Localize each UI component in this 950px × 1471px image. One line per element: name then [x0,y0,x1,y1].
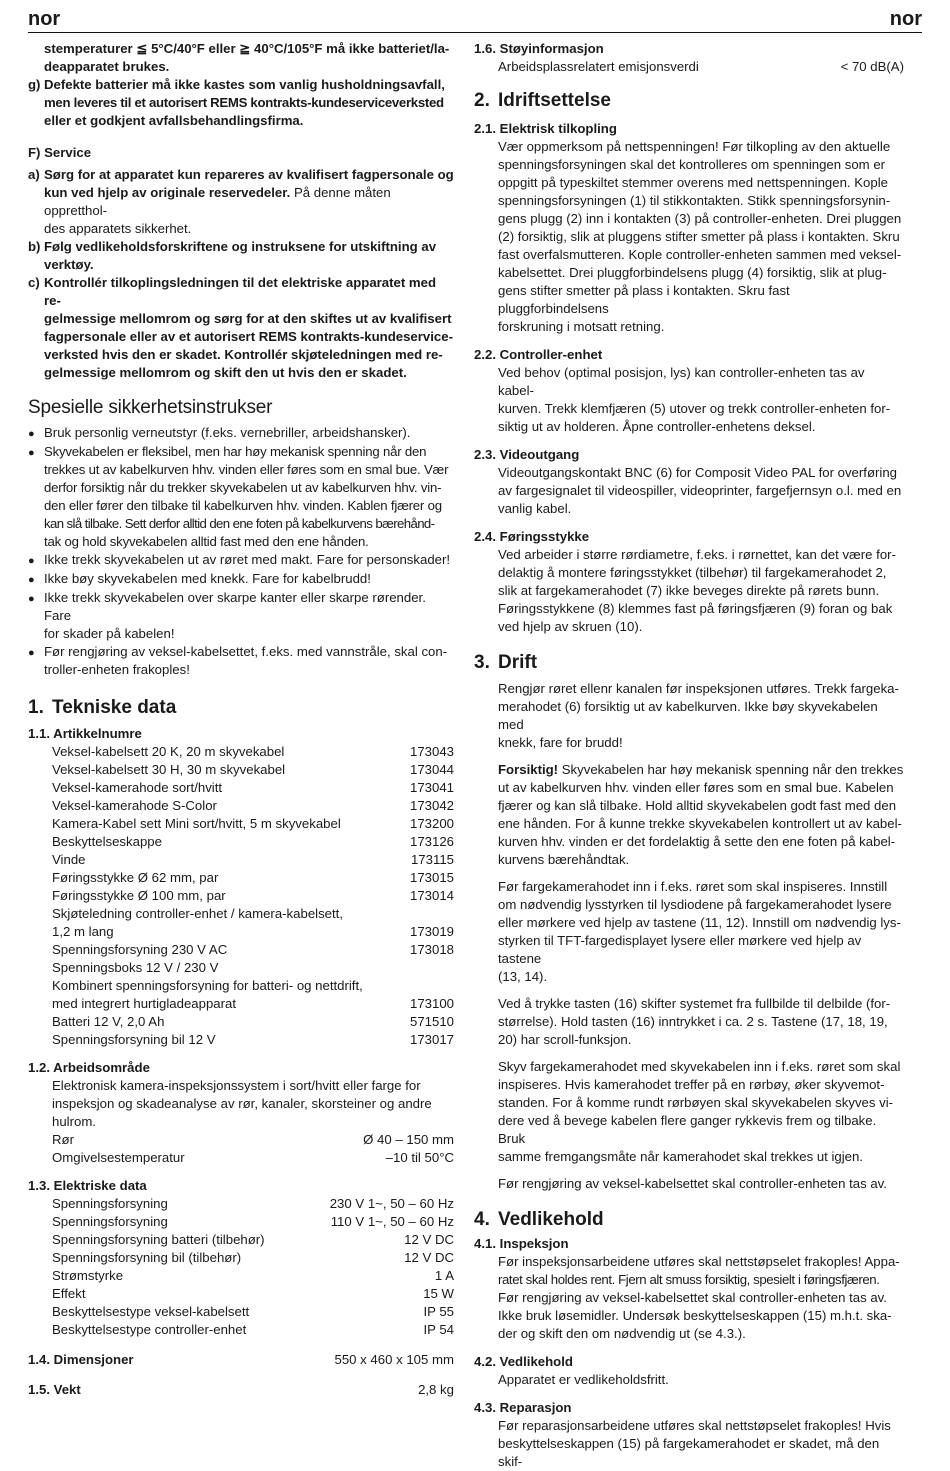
section-number: 3. [474,652,490,673]
bullet-icon [28,570,44,589]
bullet-icon [28,643,44,679]
row-value: 1 A [434,1268,454,1283]
spec-value: 550 x 460 x 105 mm [334,1352,454,1367]
text-line: inspiseres. Hvis kamerahodet treffer på en rørbøy, øker skyvemot- [498,1077,885,1092]
service-heading: F) Service [28,145,92,160]
service-item-c [28,274,454,382]
text-line: Før inspeksjonsarbeidene utføres skal nettstøpselet frakoples! Appa- [498,1254,900,1269]
text-line: inspeksjon og skadeanalyse av rør, kanaler, skorsteiner og andre [52,1096,432,1111]
text-line: verksted hvis den er skadet. Kontrollér skjøteledningen med re- [44,347,443,362]
row-value: IP 54 [423,1322,454,1337]
text-line: Rengjør røret ellenr kanalen før inspeksjonen utføres. Trekk fargeka- [498,681,899,696]
spec-row [28,1131,454,1149]
text-line: men leveres til et autorisert REMS kontrakts-kundeserviceverksted [44,95,444,110]
article-row [28,797,454,815]
text-line: Sørg for at apparatet kun repareres av kvalifisert fagpersonale og [44,167,454,182]
article-row [28,869,454,887]
text-line: Defekte batterier må ikke kastes som vanlig husholdningsavfall, [44,77,445,92]
text-line: Skyvekabelen er fleksibel, men har høy mekanisk spenning når den [44,444,427,459]
text-line: Kontrollér tilkoplingsledningen til det elektriske apparatet med re- [44,275,437,308]
guide-piece-heading: 2.4. Føringsstykke [474,529,590,544]
row-label: Strømstyrke [52,1268,124,1283]
text-line: delaktig å montere føringsstykket (tilbehør) til fargekamerahodet 2, [498,565,887,580]
text-line: dere ved å bevege kabelen flere ganger rykkevis frem og tilbake. Bruk [498,1113,877,1146]
section-number: 4. [474,1209,490,1230]
text-line: eller mørkere ved hjelp av tastene (11, 12). Innstill om nødvendig lys- [498,915,901,930]
row-label: med integrert hurtigladeapparat [52,996,237,1011]
row-label: Føringsstykke Ø 62 mm, par [52,870,219,885]
text-line: Ikke trekk skyvekabelen over skarpe kanter eller skarpe rørender. Fare [44,590,426,623]
operation-paragraph-3 [474,878,904,986]
row-value: 173018 [409,942,454,957]
work-area-heading: 1.2. Arbeidsområde [28,1060,150,1075]
section-number: 2. [474,90,490,111]
row-value: IP 55 [423,1304,454,1319]
text-line: ut av kabelkurven hhv. vinden eller føres som en smal bue. Kabelen [498,780,894,795]
special-safety-heading: Spesielle sikkerhetsinstrukser [28,397,273,418]
text-line: forskruning i motsatt retning. [498,319,665,334]
row-label: Føringsstykke Ø 100 mm, par [52,888,226,903]
article-row [28,923,454,941]
bullet-icon [28,424,44,443]
text-line: gens plugg (2) inn i kontakten (3) på controller-enheten. Drei pluggen [498,211,902,226]
bullet-icon [28,589,44,643]
item-marker: b) [28,239,41,254]
article-row [28,959,454,977]
row-label: Spenningsforsyning bil (tilbehør) [52,1250,242,1265]
text-line: siktig ut av holderen. Åpne controller-enhetens deksel. [498,419,816,434]
article-row [28,887,454,905]
text-line: Skyvekabelen har høy mekanisk spenning når den trekkes [558,762,904,777]
special-safety-list [28,424,454,679]
section-title: Drift [498,652,538,673]
text-line: Før rengjøring av veksel-kabelsettet, f.eks. med vannstråle, skal con- [44,644,448,659]
bullet-item [28,424,454,443]
dimensions-row [28,1351,454,1369]
row-label: Beskyttelsestype controller-enhet [52,1322,247,1337]
row-value: 173043 [409,744,454,759]
row-value: 173015 [409,870,454,885]
maintenance-heading [474,1207,904,1233]
row-value: 110 V 1~, 50 – 60 Hz [330,1214,454,1229]
text-line: spenningsforsyningen (1) til stikkontakten. Stikk spenningsforsynin- [498,193,891,208]
row-label: Veksel-kabelsett 30 H, 30 m skyvekabel [52,762,286,777]
row-value: 12 V DC [404,1250,454,1265]
text-line: om nødvendig lysstyrken til lysdiodene på fargekamerahodet lysere [498,897,892,912]
spec-label: 1.4. Dimensjoner [28,1352,134,1367]
text-line: trekkes ut av kabelkurven hhv. vinden eller føres som en smal bue. Vær [44,462,449,477]
text-line: Før rengjøring av veksel-kabelsettet skal controller-enheten tas av. [498,1290,887,1305]
text-line: kurven hhv. vinden er det fordelaktig å sette den ene foten på kabel- [498,834,896,849]
text-line: merahodet (6) forsiktig ut av kabelkurven. Ikke bøy skyvekabelen med [498,699,878,732]
controller-unit-heading: 2.2. Controller-enhet [474,347,603,362]
row-label: Spenningsboks 12 V / 230 V [52,960,219,975]
spec-label: Arbeidsplassrelatert emisjonsverdi [498,59,699,74]
text-line: derfor forsiktig når du trekker skyvekabelen ut av kabelkurven hhv. vin- [44,480,442,495]
article-row [28,851,454,869]
text-line: Før reparasjonsarbeidene utføres skal nettstøpselet frakoples! Hvis [498,1418,891,1433]
bullet-item [28,443,454,551]
electrical-data-table [28,1195,454,1339]
text-line: ratet skal holdes rent. Fjern alt smuss forsiktig, spesielt i føringsfjæren. [498,1272,880,1287]
text-line: fagpersonale eller av et autorisert REMS kontrakts-kundeservice- [44,329,453,344]
row-value: 173200 [409,816,454,831]
text-line: stemperaturer ≦ 5°C/40°F eller ≧ 40°C/105°F må ikke batteriet/la- [44,41,450,56]
text-line: Skyv fargekamerahodet med skyvekabelen inn i f.eks. røret som skal [498,1059,901,1074]
section-title: Tekniske data [52,697,177,718]
video-output-heading: 2.3. Videoutgang [474,447,580,462]
text-line: Ved å trykke tasten (16) skifter systemet fra fullbilde til delbilde (for- [498,996,891,1011]
text-line: den eller fører den tilbake til kabelkurven hhv. vinden. Kablen fjærer og [44,498,442,513]
text-line: gens stifter smetter på plass i kontakten. Skru fast pluggforbindelsens [498,283,790,316]
battery-temp-continuation [28,40,454,76]
article-row [28,761,454,779]
text-line: Ikke bruk løsemidler. Undersøk beskyttelseskappen (15) m.h.t. ska- [498,1308,892,1323]
row-value: 173017 [409,1032,454,1047]
text-line: Ved behov (optimal posisjon, lys) kan controller-enheten tas av kabel- [498,365,865,398]
noise-heading: 1.6. Støyinformasjon [474,41,604,56]
bullet-item [28,643,454,679]
item-marker: c) [28,275,40,290]
articles-table [28,743,454,1049]
article-row [28,1031,454,1049]
text-line: eller et godkjent avfallsbehandlingsfirma. [44,113,304,128]
spec-row [28,1285,454,1303]
text-line: troller-enheten frakoples! [44,662,190,677]
item-marker: a) [28,167,40,182]
text-line: fjærer og kan slå tilbake. Hold alltid skyvekabelen godt fast med den [498,798,897,813]
article-row [28,1013,454,1031]
text-line: Følg vedlikeholdsforskriftene og instruksene for utskiftning av [44,239,437,254]
spec-value: 2,8 kg [418,1382,454,1397]
row-value: 230 V 1~, 50 – 60 Hz [329,1196,454,1211]
row-value: 173041 [409,780,454,795]
section-title: Vedlikehold [498,1209,604,1230]
tech-data-heading [28,695,454,721]
article-row [28,779,454,797]
service-list [28,166,454,382]
text-line: Ikke bøy skyvekabelen med knekk. Fare for kabelbrudd! [44,571,371,586]
bullet-item [28,589,454,643]
spec-label: Rør [52,1132,74,1147]
text-line: 20) har scroll-funksjon. [498,1032,632,1047]
text-line: knekk, fare for brudd! [498,735,623,750]
text-line: kurven. Trekk klemfjæren (5) utover og trekk controller-enheten for- [498,401,891,416]
electrical-data-heading: 1.3. Elektriske data [28,1178,147,1193]
text-line: oppgitt på typeskiltet stemmer overens med nettspenningen. Kople [498,175,888,190]
text-line: deapparatet brukes. [44,59,170,74]
text-line: beskyttelseskappen (15) på fargekamerahodet er skadet, må den skif- [498,1436,880,1469]
controller-unit-text [474,364,904,436]
row-value: 173126 [409,834,454,849]
text-line: kurvens bærehåndtak. [498,852,630,867]
spec-label: Omgivelsestemperatur [52,1150,185,1165]
text-line: hulrom. [52,1114,96,1129]
row-label: Effekt [52,1286,86,1301]
video-output-text [474,464,904,518]
bullet-icon [28,443,44,551]
caution-label: Forsiktig! [498,762,559,777]
operation-paragraph-6: Før rengjøring av veksel-kabelsettet skal controller-enheten tas av. [498,1176,887,1191]
text-line: kan slå tilbake. Sett derfor alltid den ene foten på kabelkurvens bærehånd- [44,516,435,531]
operation-paragraph-5 [474,1058,904,1166]
text-line: der og skift den om nødvendig ut (se 4.3.). [498,1326,746,1341]
text-line: styrken til TFT-fargedisplayet lysere eller mørkere ved hjelp av tastene [498,933,862,966]
spec-row [28,1231,454,1249]
text-line: av fargesignalet til videospiller, videoprinter, fargefjernsyn o.l. med en [498,483,902,498]
text-line: Før fargekamerahodet inn i f.eks. røret som skal inspiseres. Innstill [498,879,888,894]
row-value: 173044 [409,762,454,777]
article-row [28,977,454,995]
text-line: ved hjelp av skruen (10). [498,619,643,634]
text-line: spenningsforsyningen skal det kontrolleres om spenningen som er [498,157,886,172]
inspection-heading: 4.1. Inspeksjon [474,1236,569,1251]
text-line: samme fremgangsmåte når kamerahodet skal trekkes ut igjen. [498,1149,864,1164]
text-line: fast overfalsmutteren. Kople controller-enheten sammen med veksel- [498,247,902,262]
row-value: 173014 [409,888,454,903]
article-row [28,743,454,761]
text-line: slik at fargekamerahodet (7) ikke beveges direkte på rørets bunn. [498,583,880,598]
row-value: 12 V DC [404,1232,454,1247]
articles-heading: 1.1. Artikkelnumre [28,726,142,741]
repair-text [474,1417,904,1471]
item-g [28,76,454,130]
inspection-text [474,1253,904,1343]
article-row [28,833,454,851]
row-value: 173019 [409,924,454,939]
spec-value: < 70 dB(A) [840,59,904,74]
operation-heading [474,650,904,676]
spec-row [28,1267,454,1285]
row-label: Spenningsforsyning batteri (tilbehør) [52,1232,265,1247]
text-line: standen. For å komme rundt rørbøyen skal skyvekabelen skyves vi- [498,1095,894,1110]
article-row [28,815,454,833]
operation-caution-paragraph [474,761,904,869]
operation-paragraph-1 [474,680,904,752]
text-line: Ikke trekk skyvekabelen ut av røret med makt. Fare for personskader! [44,552,451,567]
row-value: 173042 [409,798,454,813]
text-line: kun ved hjelp av originale reservedeler. [44,185,291,200]
row-label: Veksel-kamerahode sort/hvitt [52,780,223,795]
language-code-left: nor [28,8,61,30]
text-line: kabelsettet. Drei pluggforbindelsens plugg (4) forsiktig, slik at plug- [498,265,887,280]
electrical-connection-heading: 2.1. Elektrisk tilkopling [474,121,617,136]
bullet-item [28,551,454,570]
article-row [28,905,454,923]
text-line: ene hånden. For å kunne trekke skyvekabelen kontrollert ut av kabel- [498,816,902,831]
text-line: vanlig kabel. [498,501,572,516]
service-item-a [28,166,454,238]
commissioning-heading [474,88,904,114]
spec-row [28,1213,454,1231]
right-column [474,40,904,1471]
spec-row [28,1321,454,1339]
weight-row [28,1381,454,1399]
maintenance-text: Apparatet er vedlikeholdsfritt. [498,1372,669,1387]
text-line: Bruk personlig verneutstyr (f.eks. vernebriller, arbeidshansker). [44,425,411,440]
spec-value: Ø 40 – 150 mm [363,1132,454,1147]
row-value: 571510 [409,1014,454,1029]
text-line: Vær oppmerksom på nettspenningen! Før tilkopling av den aktuelle [498,139,891,154]
text-line: På denne måten oppretthol- [44,185,391,218]
text-line: Videoutgangskontakt BNC (6) for Composit Video PAL for overføring [498,465,897,480]
bullet-icon [28,551,44,570]
row-label: Skjøteledning controller-enhet / kamera-kabelsett, [52,906,344,921]
section-number: 1. [28,697,44,718]
guide-piece-text [474,546,904,636]
row-label: Spenningsforsyning [52,1214,168,1229]
row-label: Beskyttelsestype veksel-kabelsett [52,1304,250,1319]
maintenance-sub-heading: 4.2. Vedlikehold [474,1354,573,1369]
text-line: størrelse). Hold tasten (16) inntrykket i ca. 2 s. Tastene (17, 18, 19, [498,1014,888,1029]
row-label: Veksel-kamerahode S-Color [52,798,217,813]
row-value: 173100 [409,996,454,1011]
section-title: Idriftsettelse [498,90,611,111]
service-item-b [28,238,454,274]
text-line: Ved arbeider i større rørdiametre, f.eks. i rørnettet, kan det være for- [498,547,896,562]
article-row [28,941,454,959]
text-line: gelmessige mellomrom og skift den ut hvis den er skadet. [44,365,407,380]
text-line: (13, 14). [498,969,548,984]
row-label: Spenningsforsyning [52,1196,168,1211]
spec-row [28,1249,454,1267]
operation-paragraph-4 [474,995,904,1049]
row-value: 173115 [410,852,454,867]
text-line: gelmessige mellomrom og sørg for at den skiftes ut av kvalifisert [44,311,452,326]
row-label: Kombinert spenningsforsyning for batteri- og nettdrift, [52,978,363,993]
text-line: (2) forsiktig, slik at pluggens stifter smetter på plass i kontakten. Skru [498,229,900,244]
text-line: Elektronisk kamera-inspeksjonssystem i sort/hvitt eller farge for [52,1078,421,1093]
row-label: 1,2 m lang [52,924,114,939]
spec-row [28,1149,454,1167]
left-column [28,40,454,1399]
text-line: for skader på kabelen! [44,626,175,641]
text-line: tak og hold skyvekabelen alltid fast med den ene hånden. [44,534,369,549]
language-code-right: nor [889,8,922,30]
text-line: Føringsstykkene (8) klemmes fast på føringsfjæren (9) foran og bak [498,601,893,616]
row-label: Spenningsforsyning bil 12 V [52,1032,216,1047]
work-area-description [28,1077,454,1131]
row-label: Veksel-kabelsett 20 K, 20 m skyvekabel [52,744,285,759]
row-value: 15 W [423,1286,454,1301]
article-row [28,995,454,1013]
spec-row [28,1303,454,1321]
bullet-item [28,570,454,589]
row-label: Batteri 12 V, 2,0 Ah [52,1014,165,1029]
repair-heading: 4.3. Reparasjon [474,1400,572,1415]
row-label: Kamera-Kabel sett Mini sort/hvitt, 5 m skyvekabel [52,816,341,831]
item-marker: g) [28,77,41,92]
spec-row [28,1195,454,1213]
noise-row [474,58,904,76]
spec-label: 1.5. Vekt [28,1382,81,1397]
text-line: verktøy. [44,257,94,272]
text-line: des apparatets sikkerhet. [44,221,192,236]
electrical-connection-text [474,138,904,336]
row-label: Vinde [52,852,86,867]
page-header [28,8,922,33]
row-label: Beskyttelseskappe [52,834,162,849]
spec-value: –10 til 50°C [385,1150,454,1165]
row-label: Spenningsforsyning 230 V AC [52,942,228,957]
